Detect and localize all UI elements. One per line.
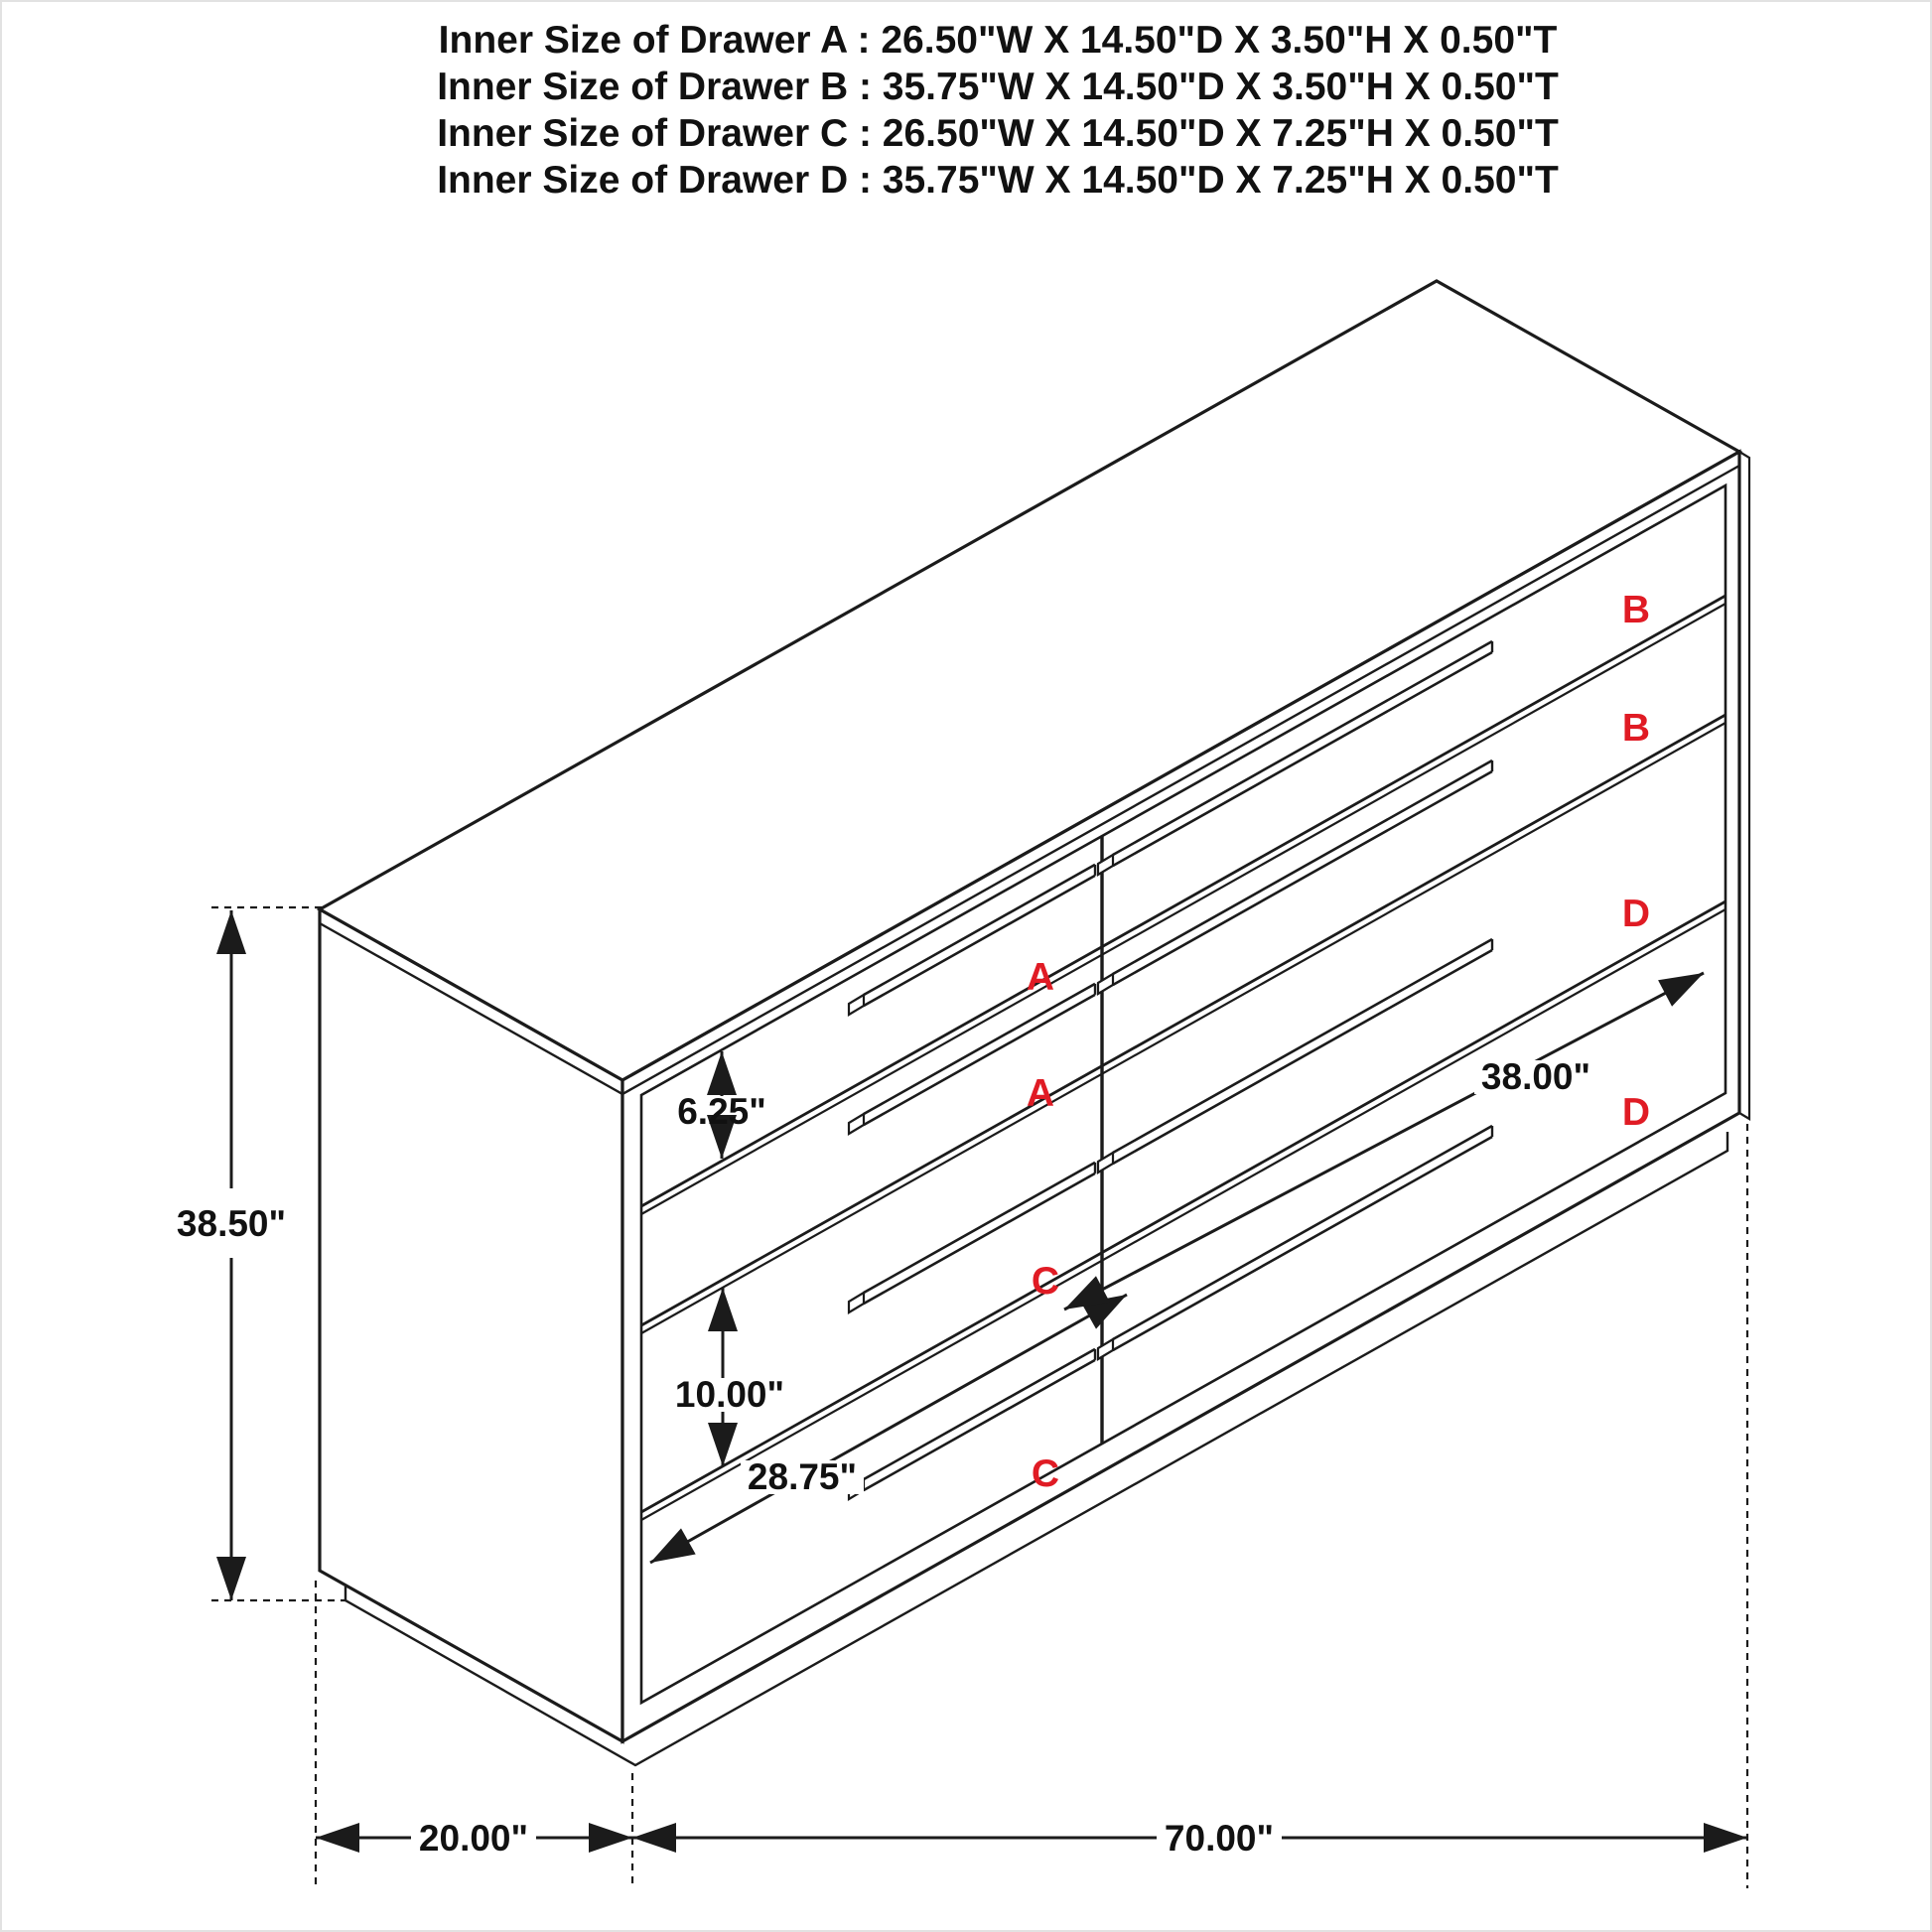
label-drawer-b2: B	[1621, 707, 1651, 750]
header-line-d: Inner Size of Drawer D : 35.75"W X 14.50"D X 7.25"H X 0.50"T	[437, 159, 1559, 202]
dim-left-drawer-width: 28.75"	[747, 1456, 858, 1497]
label-drawer-c1: C	[1031, 1260, 1060, 1303]
dim-large-drawer-height: 10.00"	[674, 1374, 785, 1415]
dim-small-drawer-height: 6.25"	[677, 1091, 766, 1132]
label-drawer-a2: A	[1026, 1072, 1055, 1115]
label-drawer-c2: C	[1031, 1452, 1060, 1495]
dim-right-drawer-width: 38.00"	[1480, 1056, 1591, 1097]
header-line-a: Inner Size of Drawer A : 26.50"W X 14.50"D X 3.50"H X 0.50"T	[438, 19, 1558, 62]
header-line-c: Inner Size of Drawer C : 26.50"W X 14.50"D X 7.25"H X 0.50"T	[437, 112, 1559, 155]
dim-overall-height: 38.50"	[176, 1203, 287, 1244]
label-drawer-d2: D	[1621, 1091, 1651, 1134]
label-drawer-b1: B	[1621, 589, 1651, 631]
dim-overall-width: 70.00"	[1164, 1818, 1275, 1859]
label-drawer-d1: D	[1621, 893, 1651, 935]
header-line-b: Inner Size of Drawer B : 35.75"W X 14.50"D X 3.50"H X 0.50"T	[437, 66, 1559, 108]
dim-overall-depth: 20.00"	[418, 1818, 529, 1859]
label-drawer-a1: A	[1026, 956, 1055, 999]
